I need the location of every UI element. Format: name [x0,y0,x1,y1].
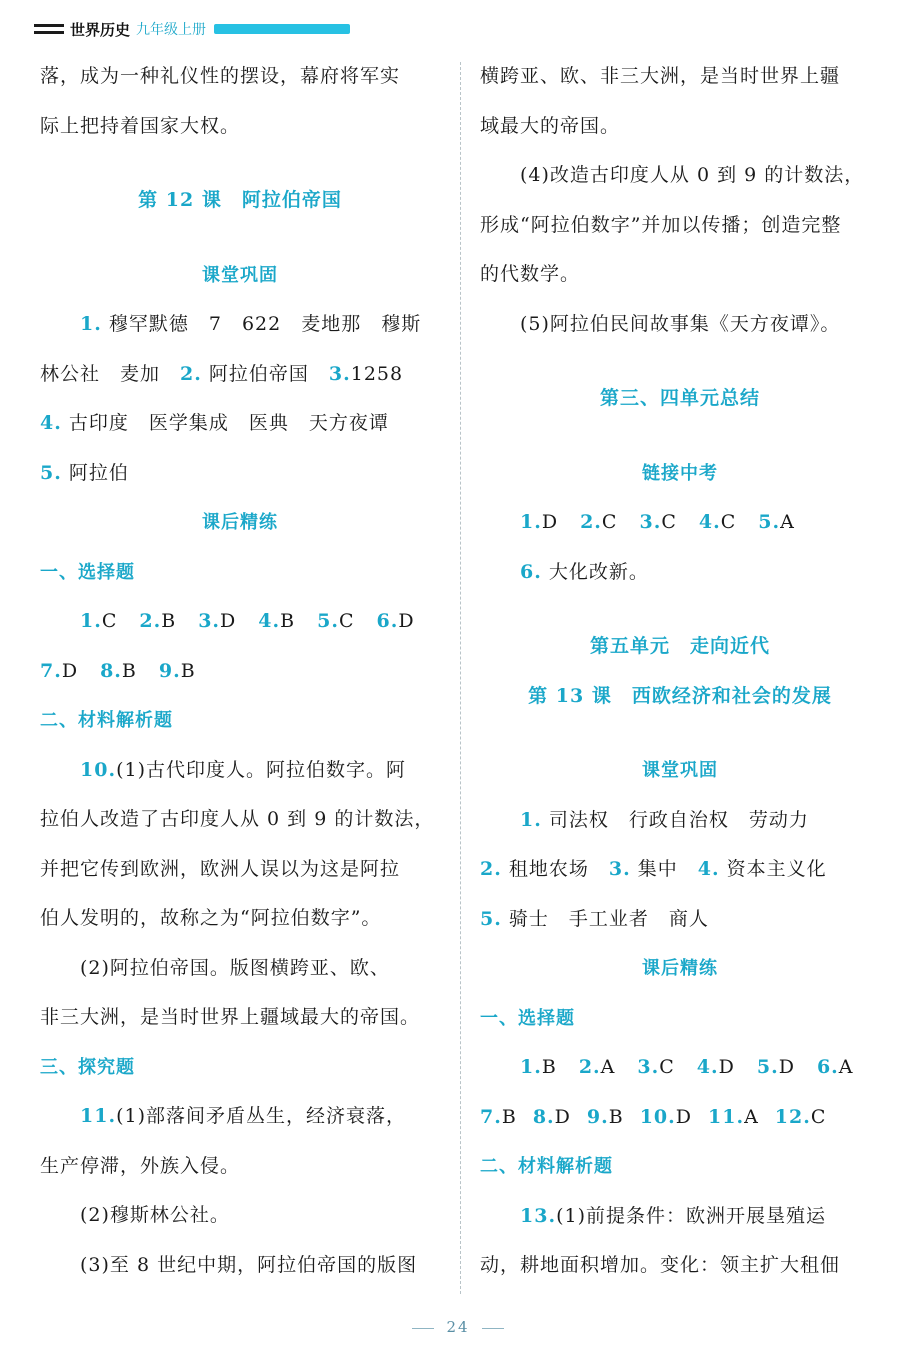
choice-answer: C [101,610,118,632]
answer-text: 林公社 麦加 [40,362,181,385]
choice-answer: C [810,1105,827,1128]
answer-line [40,350,440,400]
answer-line [40,1092,440,1142]
question-number: 5. [480,907,502,930]
text-line: 拉伯人改造了古印度人从 0 到 9 的计数法， [40,808,435,830]
choice-answer: C [720,511,737,533]
choice-answer: D [675,1105,692,1128]
text-line: (2)穆斯林公社。 [80,1204,230,1226]
answer-text: (1)古代印度人。阿拉伯数字。阿 [116,758,406,781]
choice-row [480,498,880,548]
question-number: 4. [40,412,62,434]
question-number: 4. [698,511,721,533]
text-line: 形成“阿拉伯数字”并加以传播；创造完整 [480,213,842,236]
text-line: (4)改造古印度人从 0 到 9 的计数法， [520,164,865,186]
text-line: 并把它传到欧洲，欧洲人误以为这是阿拉 [40,857,401,880]
answer-line [480,895,880,945]
answer-text: 阿拉伯帝国 [201,362,329,385]
text-line: 动，耕地面积增加。变化：领主扩大租佃 [480,1254,841,1276]
text-line: (2)阿拉伯帝国。版图横跨亚、欧、 [80,956,390,979]
question-number: 1. [80,313,102,335]
question-type-title: 三、探究题 [40,1056,135,1078]
question-number: 2. [580,511,602,533]
choice-answer: B [121,659,137,682]
choice-answer: D [541,511,559,533]
answer-text: 阿拉伯 [61,461,129,484]
answer-line [40,399,440,449]
answer-text: 1258 [350,362,404,385]
page-number: 24 [446,1318,470,1336]
choice-answer: C [659,1056,675,1078]
choice-row [40,647,440,697]
question-number: 9. [158,659,181,682]
question-number: 3. [328,362,351,385]
summary-title: 第三、四单元总结 [599,387,760,409]
choice-row [40,597,440,647]
answer-text: 大化改新。 [541,560,649,583]
answer-text: 集中 [630,858,698,880]
section-title: 链接中考 [642,462,718,484]
question-number: 10. [639,1105,676,1128]
choice-answer: D [718,1056,735,1078]
text-line: 落，成为一种礼仪性的摆设，幕府将军实 [40,65,401,87]
choice-answer: B [161,610,177,632]
question-number: 4. [696,1056,719,1078]
question-number: 12. [774,1105,811,1128]
choice-answer: C [338,610,355,632]
question-number: 13. [520,1204,557,1227]
question-number: 1. [520,1056,542,1078]
choice-answer: A [744,1105,759,1128]
choice-answer: B [541,1056,557,1078]
section-title: 课堂巩固 [202,264,278,286]
page-header [34,16,350,42]
text-line: 伯人发明的，故称之为“阿拉伯数字”。 [40,907,382,929]
answer-text: (1)部落间矛盾丛生，经济衰落， [116,1105,406,1127]
choice-answer: D [61,659,79,682]
section-title: 课堂巩固 [642,760,718,781]
left-column [40,52,440,1290]
unit-title: 第五单元 走向近代 [589,635,770,657]
choice-answer: A [780,511,795,533]
question-number: 4. [697,858,720,880]
choice-answer: C [601,511,618,533]
question-number: 8. [532,1105,555,1128]
question-number: 9. [586,1105,609,1128]
answer-line [480,548,880,598]
text-line: 生产停滞，外族入侵。 [40,1154,241,1177]
question-number: 2. [480,858,502,880]
choice-answer: D [220,610,237,632]
text-line: 域最大的帝国。 [480,114,621,137]
header-subject: 世界历史 [70,20,131,39]
right-column [480,52,880,1291]
question-number: 11. [80,1105,117,1127]
header-lines-icon [34,24,64,34]
question-number: 5. [40,461,62,484]
question-number: 1. [80,610,102,632]
answer-line [40,300,440,350]
page-footer [0,1318,916,1336]
choice-answer: D [398,610,415,632]
answer-text: 穆罕默德 7 622 麦地那 穆斯 [101,313,422,335]
question-number: 7. [40,659,62,682]
text-line: 际上把持着国家大权。 [40,114,241,137]
answer-text: (1)前提条件：欧洲开展垦殖运 [556,1204,826,1227]
choice-answer: C [661,511,677,533]
question-number: 5. [756,1056,779,1078]
question-type-title: 一、选择题 [40,561,135,583]
question-number: 6. [376,610,399,632]
choice-row [480,1093,880,1143]
answer-line [40,449,440,499]
section-title: 课后精练 [642,958,718,979]
question-number: 2. [139,610,162,632]
question-number: 3. [637,1056,660,1078]
answer-line [480,845,880,895]
text-line: 的代数学。 [480,263,581,285]
header-grade: 九年级上册 [136,22,207,38]
question-number: 4. [258,610,281,632]
text-line: (5)阿拉伯民间故事集《天方夜谭》。 [520,312,841,335]
question-number: 6. [816,1056,839,1078]
answer-text: 资本主义化 [719,858,827,880]
question-number: 1. [520,511,542,533]
choice-answer: B [501,1105,517,1128]
question-type-title: 二、材料解析题 [40,710,173,731]
section-title: 课后精练 [202,512,278,533]
question-type-title: 一、选择题 [480,1007,575,1029]
choice-answer: A [838,1056,854,1078]
answer-text: 骑士 手工业者 商人 [501,907,709,930]
question-number: 2. [578,1056,601,1078]
answer-line [480,1192,880,1242]
header-accent-bar [214,24,350,34]
lesson-title: 第 13 课 西欧经济和社会的发展 [528,684,832,707]
question-number: 5. [758,511,781,533]
lesson-title: 第 12 课 阿拉伯帝国 [138,189,342,211]
column-divider [460,62,461,1294]
answer-text: 古印度 医学集成 医典 天方夜谭 [61,412,389,434]
choice-answer: B [608,1105,624,1128]
choice-row [480,1043,880,1093]
answer-line [480,796,880,846]
choice-answer: B [280,610,296,632]
question-number: 8. [100,659,122,682]
question-number: 2. [180,362,202,385]
question-type-title: 二、材料解析题 [480,1156,613,1177]
question-number: 10. [80,758,117,781]
question-number: 3. [639,511,662,533]
choice-answer: D [554,1105,571,1128]
choice-answer: B [180,659,196,682]
choice-answer: A [600,1056,616,1078]
answer-text: 司法权 行政自治权 劳动力 [541,808,809,831]
text-line: (3)至 8 世纪中期，阿拉伯帝国的版图 [80,1253,418,1276]
text-line: 非三大洲，是当时世界上疆域最大的帝国。 [40,1006,421,1028]
question-number: 3. [608,858,631,880]
answer-text: 租地农场 [501,858,609,880]
answer-line [40,746,440,796]
choice-answer: D [778,1056,795,1078]
question-number: 3. [198,610,221,632]
question-number: 7. [480,1105,502,1128]
question-number: 6. [520,560,542,583]
question-number: 5. [317,610,339,632]
question-number: 1. [520,808,542,831]
question-number: 11. [708,1105,745,1128]
text-line: 横跨亚、欧、非三大洲，是当时世界上疆 [480,65,841,87]
